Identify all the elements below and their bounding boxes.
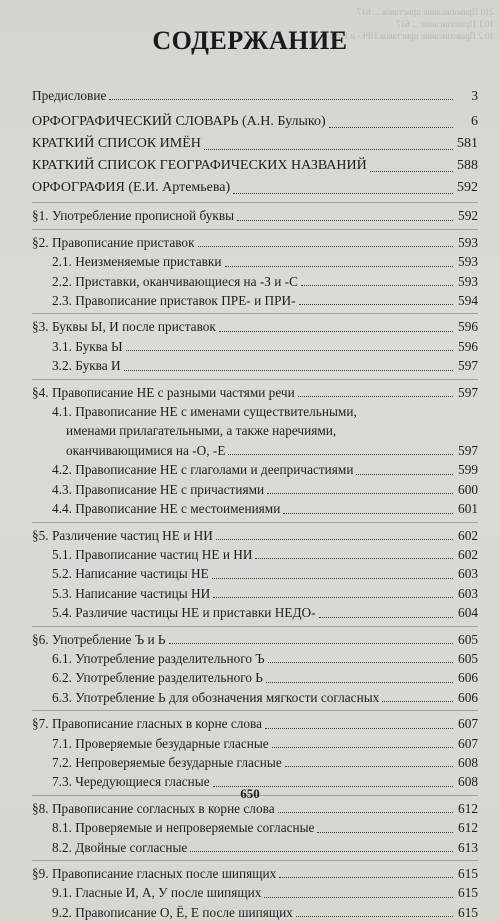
section-divider bbox=[32, 202, 478, 203]
part-entry bbox=[32, 111, 478, 133]
entry-title-last-line bbox=[32, 441, 478, 460]
entry-title: 6.2. Употребление разделительного Ь bbox=[52, 670, 263, 686]
section-entry bbox=[32, 864, 478, 883]
entry-page-number: 602 bbox=[458, 546, 478, 562]
entry-title: §7. Правописание гласных в корне слова bbox=[32, 716, 263, 732]
entry-page-number: 597 bbox=[458, 384, 478, 400]
entry-title: 3.2. Буква И bbox=[52, 358, 121, 374]
section-divider bbox=[32, 860, 478, 861]
dot-leader bbox=[283, 512, 453, 514]
entry-page-number: 599 bbox=[458, 462, 478, 478]
bleed-through-line: 10.1 Правописание ... 617 bbox=[396, 19, 494, 29]
entry-title: §1. Употребление прописной буквы bbox=[32, 208, 235, 224]
entry-page-number: 593 bbox=[458, 234, 478, 250]
entry-title: 9.2. Правописание О, Ё, Е после шипящих bbox=[52, 904, 293, 920]
dot-leader bbox=[204, 148, 453, 150]
entry-page-number: 593 bbox=[458, 254, 478, 270]
subsection-entry bbox=[32, 838, 478, 857]
dot-leader bbox=[266, 681, 453, 683]
entry-page-number: 615 bbox=[458, 885, 478, 901]
entry-page-number: 608 bbox=[458, 754, 478, 770]
part-entry bbox=[32, 155, 478, 177]
entry-page-number: 593 bbox=[458, 273, 478, 289]
dot-leader bbox=[212, 577, 453, 579]
page-number: 650 bbox=[240, 786, 260, 801]
subsection-entry bbox=[32, 603, 478, 622]
entry-page-number: 600 bbox=[458, 481, 478, 497]
entry-title: 2.1. Неизменяемые приставки bbox=[52, 254, 222, 270]
section-divider bbox=[32, 522, 478, 523]
entry-title: §2. Правописание приставок bbox=[32, 234, 195, 250]
entry-title: 6.3. Употребление Ь для обозначения мягкости согласных bbox=[52, 689, 380, 705]
subsection-entry bbox=[32, 734, 478, 753]
subsection-entry bbox=[32, 564, 478, 583]
entry-title: оканчивающимися на -О, -Е bbox=[66, 442, 226, 458]
entry-page-number: 581 bbox=[457, 136, 478, 152]
subsection-entry bbox=[32, 649, 478, 668]
subsection-entry bbox=[32, 499, 478, 518]
entry-title: 9.1. Гласные И, А, У после шипящих bbox=[52, 885, 262, 901]
section-entry bbox=[32, 383, 478, 402]
entry-page-number: 608 bbox=[458, 774, 478, 790]
subsection-entry bbox=[32, 688, 478, 707]
subsection-entry bbox=[32, 903, 478, 922]
entry-title: 3.1. Буква Ы bbox=[52, 338, 123, 354]
dot-leader bbox=[382, 700, 453, 702]
dot-leader bbox=[255, 557, 453, 559]
section-entry bbox=[32, 206, 478, 225]
entry-title: 8.2. Двойные согласные bbox=[52, 839, 188, 855]
subsection-entry bbox=[32, 480, 478, 499]
subsection-entry-multiline bbox=[32, 402, 478, 460]
subsection-entry bbox=[32, 252, 478, 271]
entry-title: ОРФОГРАФИЯ (Е.И. Артемьева) bbox=[32, 180, 231, 196]
entry-title: 5.2. Написание частицы НЕ bbox=[52, 566, 209, 582]
entry-title: ОРФОГРАФИЧЕСКИЙ СЛОВАРЬ (А.Н. Булыко) bbox=[32, 114, 326, 130]
entry-page-number: 597 bbox=[458, 358, 478, 374]
dot-leader bbox=[126, 349, 453, 351]
entry-title: 6.1. Употребление разделительного Ъ bbox=[52, 650, 265, 666]
section-entry bbox=[32, 317, 478, 336]
entry-title-line: 4.1. Правописание НЕ с именами существительными, bbox=[52, 404, 357, 420]
dot-leader bbox=[319, 616, 453, 618]
dot-leader bbox=[219, 330, 453, 332]
dot-leader bbox=[279, 876, 453, 878]
entry-title: 5.1. Правописание частиц НЕ и НИ bbox=[52, 546, 253, 562]
entry-page-number: 612 bbox=[458, 820, 478, 836]
dot-leader bbox=[317, 831, 453, 833]
dot-leader bbox=[169, 642, 453, 644]
entry-title: §6. Употребление Ъ и Ь bbox=[32, 631, 166, 647]
subsection-entry bbox=[32, 272, 478, 291]
section-divider bbox=[32, 710, 478, 711]
entry-page-number: 596 bbox=[458, 319, 478, 335]
subsection-entry bbox=[32, 337, 478, 356]
entry-page-number: 596 bbox=[458, 338, 478, 354]
entry-page-number: 588 bbox=[457, 158, 478, 174]
subsection-entry bbox=[32, 883, 478, 902]
section-entry bbox=[32, 714, 478, 733]
entry-page-number: 612 bbox=[458, 800, 478, 816]
entry-title: 2.3. Правописание приставок ПРЕ- и ПРИ- bbox=[52, 293, 296, 309]
entry-title: Предисловие bbox=[32, 88, 107, 103]
dot-leader bbox=[190, 850, 453, 852]
entry-page-number: 607 bbox=[458, 735, 478, 751]
entry-title: 4.4. Правописание НЕ с местоимениями bbox=[52, 501, 281, 517]
entry-page-number: 605 bbox=[458, 631, 478, 647]
dot-leader bbox=[216, 538, 453, 540]
bleed-through-line: 10.2 Правописание приставок ПРЕ- и ПРИ- bbox=[326, 31, 494, 41]
section-divider bbox=[32, 313, 478, 314]
entry-title: 7.1. Проверяемые безударные гласные bbox=[52, 735, 269, 751]
dot-leader bbox=[268, 661, 453, 663]
subsection-entry bbox=[32, 753, 478, 772]
subsection-entry bbox=[32, 291, 478, 310]
dot-leader bbox=[278, 811, 453, 813]
section-entry bbox=[32, 630, 478, 649]
dot-leader bbox=[213, 596, 453, 598]
bleed-through-line: 210 Правописание приставок ... 617 bbox=[356, 7, 494, 17]
entry-page-number: 592 bbox=[458, 208, 478, 224]
section-divider bbox=[32, 379, 478, 380]
entry-title: КРАТКИЙ СПИСОК ГЕОГРАФИЧЕСКИХ НАЗВАНИЙ bbox=[32, 158, 367, 174]
preface-entry bbox=[32, 86, 478, 105]
entry-title: 5.3. Написание частицы НИ bbox=[52, 585, 211, 601]
entry-page-number: 604 bbox=[458, 605, 478, 621]
entry-title: §3. Буквы Ы, И после приставок bbox=[32, 319, 216, 335]
dot-leader bbox=[264, 896, 453, 898]
entry-title: 4.2. Правописание НЕ с глаголами и деепричастиями bbox=[52, 462, 354, 478]
entry-title: §8. Правописание согласных в корне слова bbox=[32, 800, 275, 816]
subsection-entry bbox=[32, 356, 478, 375]
subsection-entry bbox=[32, 818, 478, 837]
entry-page-number: 613 bbox=[458, 839, 478, 855]
dot-leader bbox=[329, 126, 453, 128]
dot-leader bbox=[296, 915, 453, 917]
dot-leader bbox=[225, 265, 454, 267]
part-entry bbox=[32, 177, 478, 199]
dot-leader bbox=[198, 245, 453, 247]
entry-title: 7.2. Непроверяемые безударные гласные bbox=[52, 754, 282, 770]
entry-page-number: 605 bbox=[458, 650, 478, 666]
entry-title: КРАТКИЙ СПИСОК ИМЁН bbox=[32, 136, 201, 152]
entry-title: 7.3. Чередующиеся гласные bbox=[52, 774, 210, 790]
dot-leader bbox=[356, 473, 453, 475]
dot-leader bbox=[285, 765, 453, 767]
entry-title: 5.4. Различие частицы НЕ и приставки НЕДО- bbox=[52, 605, 316, 621]
entry-page-number: 601 bbox=[458, 501, 478, 517]
entry-title-line: именами прилагательными, а также наречиями, bbox=[66, 423, 337, 439]
subsection-entry bbox=[32, 668, 478, 687]
section-divider bbox=[32, 626, 478, 627]
entry-page-number: 594 bbox=[458, 293, 478, 309]
subsection-entry bbox=[32, 545, 478, 564]
dot-leader bbox=[233, 192, 453, 194]
entry-title: §9. Правописание гласных после шипящих bbox=[32, 866, 277, 881]
entry-page-number: 597 bbox=[458, 442, 478, 458]
entry-page-number: 615 bbox=[458, 866, 478, 881]
entry-title: 8.1. Проверяемые и непроверяемые согласные bbox=[52, 820, 315, 836]
section-entry bbox=[32, 233, 478, 252]
dot-leader bbox=[267, 492, 453, 494]
entry-title: 2.2. Приставки, оканчивающиеся на -З и -С bbox=[52, 273, 299, 289]
entry-page-number: 606 bbox=[458, 689, 478, 705]
page-title: СОДЕРЖАНИЕ bbox=[152, 26, 348, 55]
entry-page-number: 615 bbox=[458, 904, 478, 920]
entry-title: §5. Различение частиц НЕ и НИ bbox=[32, 527, 213, 543]
entry-page-number: 592 bbox=[457, 180, 478, 196]
dot-leader bbox=[237, 219, 453, 221]
entry-title: §4. Правописание НЕ с разными частями речи bbox=[32, 384, 295, 400]
dot-leader bbox=[299, 303, 453, 305]
entry-page-number: 603 bbox=[458, 585, 478, 601]
dot-leader bbox=[298, 395, 453, 397]
entry-page-number: 6 bbox=[471, 114, 478, 130]
entry-page-number: 603 bbox=[458, 566, 478, 582]
subsection-entry bbox=[32, 460, 478, 479]
dot-leader bbox=[265, 727, 453, 729]
entry-title: 4.3. Правописание НЕ с причастиями bbox=[52, 481, 265, 497]
dot-leader bbox=[228, 453, 453, 455]
dot-leader bbox=[301, 284, 453, 286]
entry-page-number: 602 bbox=[458, 527, 478, 543]
part-entry bbox=[32, 133, 478, 155]
dot-leader bbox=[124, 369, 453, 371]
dot-leader bbox=[370, 170, 453, 172]
section-entry bbox=[32, 526, 478, 545]
dot-leader bbox=[272, 746, 453, 748]
entry-page-number: 3 bbox=[471, 88, 478, 103]
entry-page-number: 607 bbox=[458, 716, 478, 732]
section-divider bbox=[32, 229, 478, 230]
entry-page-number: 606 bbox=[458, 670, 478, 686]
subsection-entry bbox=[32, 584, 478, 603]
dot-leader bbox=[109, 98, 453, 100]
